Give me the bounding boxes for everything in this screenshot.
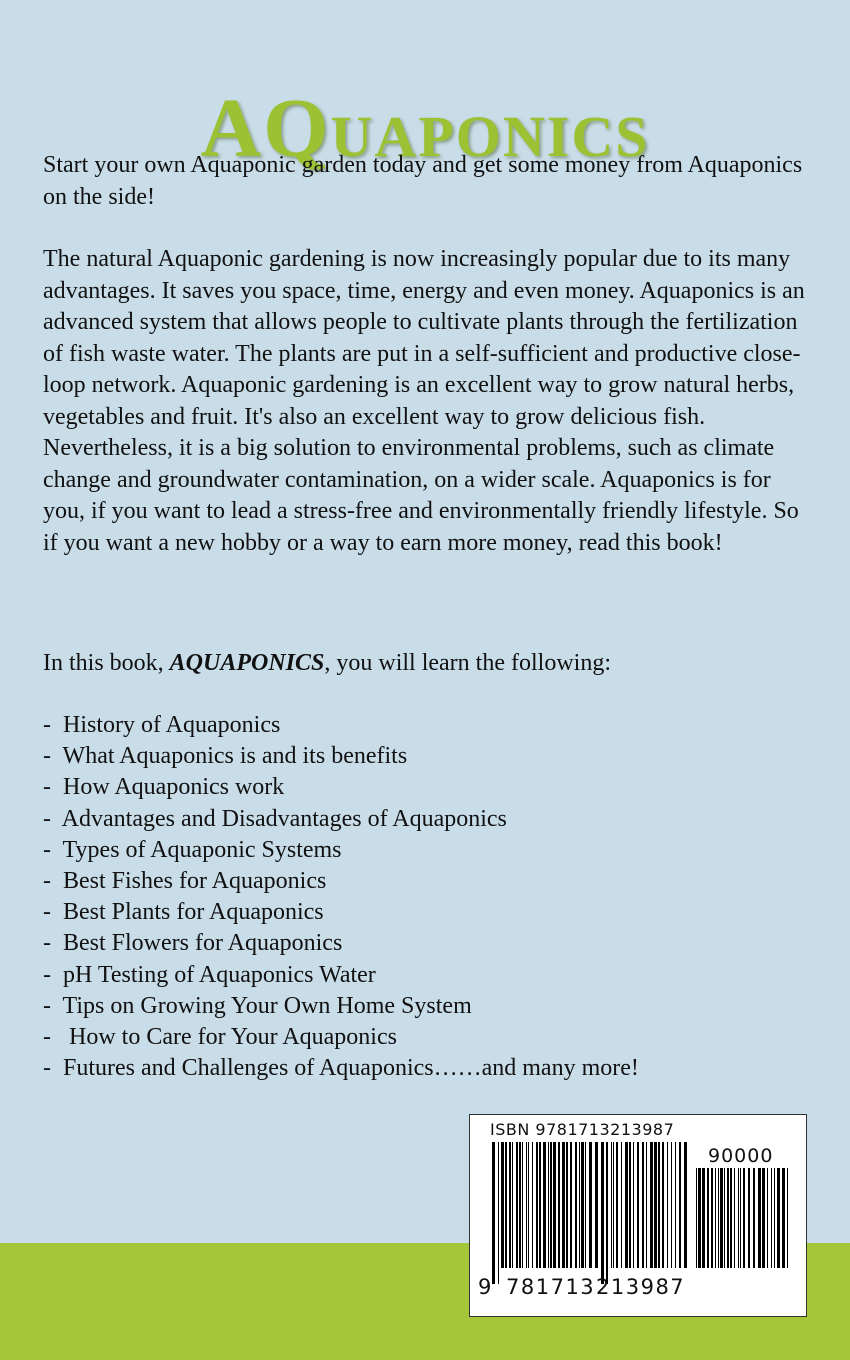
barcode-bar bbox=[671, 1142, 672, 1268]
barcode-bar bbox=[702, 1168, 705, 1268]
barcode-bar bbox=[532, 1142, 533, 1268]
barcode-bar bbox=[711, 1168, 713, 1268]
topic-item: - Best Fishes for Aquaponics bbox=[43, 868, 327, 895]
barcode-bar bbox=[654, 1142, 657, 1268]
book-title-emphasis: AQUAPONICS bbox=[169, 650, 325, 676]
barcode-bar bbox=[528, 1142, 529, 1268]
barcode-bar bbox=[562, 1142, 565, 1268]
topic-item: - How to Care for Your Aquaponics bbox=[43, 1024, 397, 1051]
topic-item: - Types of Aquaponic Systems bbox=[43, 836, 342, 863]
barcode-bar bbox=[753, 1168, 755, 1268]
barcode-bar bbox=[575, 1142, 577, 1268]
barcode-bar bbox=[715, 1168, 716, 1268]
barcode-bar bbox=[585, 1142, 586, 1268]
barcode-bar bbox=[771, 1168, 772, 1268]
barcode-bar bbox=[724, 1168, 725, 1268]
barcode-bar bbox=[611, 1142, 612, 1268]
barcode-bar bbox=[501, 1142, 504, 1268]
barcode-bar bbox=[498, 1142, 499, 1284]
barcode-bar bbox=[743, 1168, 745, 1268]
barcode-bar bbox=[734, 1168, 735, 1268]
isbn-barcode: ISBN 9781713213987 90000 9 781713 213987 bbox=[469, 1114, 807, 1317]
barcode-bar bbox=[667, 1142, 668, 1268]
barcode-bar bbox=[601, 1142, 604, 1284]
description-paragraph: The natural Aquaponic gardening is now increasingly popular due to its many advantages. It saves you space, time, energy and even money. Aquaponics is an advanced system that allows people to cultivate plants through the fertilization of fish waste water. The plants are put in a self-sufficient and productive close-loop network. Aquaponic gardening is an excellent way to grow natural herbs, vegetables and fruit. It's also an excellent way to grow delicious fish. Nevertheless, it is a big solution to environmental problems, such as climate change and groundwater contamination, on a wider scale. Aquaponics is for you, if you want to lead a stress-free and environmentally friendly lifestyle. So if you want a new hobby or a way to earn more money, read this book! bbox=[43, 246, 805, 556]
barcode-bar bbox=[550, 1142, 552, 1268]
barcode-bar bbox=[606, 1142, 608, 1284]
barcode-bar bbox=[512, 1142, 513, 1268]
barcode-bar bbox=[516, 1142, 518, 1268]
barcode-bar bbox=[646, 1142, 647, 1268]
price-code: 90000 bbox=[708, 1145, 774, 1167]
barcode-bar bbox=[782, 1168, 785, 1268]
barcode-bar bbox=[505, 1142, 507, 1268]
barcode-bar bbox=[707, 1168, 709, 1268]
topic-item: - Futures and Challenges of Aquaponics……and many more! bbox=[43, 1055, 639, 1082]
barcode-bar bbox=[762, 1168, 765, 1268]
barcode-bar bbox=[616, 1142, 618, 1268]
barcode-bar bbox=[684, 1142, 687, 1268]
barcode-bar bbox=[696, 1168, 697, 1268]
barcode-bar bbox=[509, 1142, 511, 1268]
learn-intro: In this book, AQUAPONICS, you will learn the following: bbox=[43, 650, 611, 676]
barcode-bar bbox=[621, 1142, 622, 1268]
barcode-bar bbox=[758, 1168, 761, 1268]
topic-item: - Tips on Growing Your Own Home System bbox=[43, 992, 472, 1019]
barcode-bar bbox=[720, 1168, 723, 1268]
topic-item: - What Aquaponics is and its benefits bbox=[43, 743, 408, 770]
barcode-bar bbox=[625, 1142, 628, 1268]
barcode-bar bbox=[730, 1168, 732, 1268]
topic-item: - History of Aquaponics bbox=[43, 712, 281, 738]
barcode-bar bbox=[658, 1142, 660, 1268]
isbn-label: ISBN 9781713213987 bbox=[490, 1120, 675, 1139]
barcode-bar bbox=[519, 1142, 521, 1268]
barcode-bar bbox=[738, 1168, 739, 1268]
topic-item: - Best Plants for Aquaponics bbox=[43, 899, 324, 926]
barcode-bar bbox=[566, 1142, 568, 1268]
barcode-bar bbox=[522, 1142, 523, 1268]
topic-item: - Advantages and Disadvantages of Aquaponics bbox=[43, 805, 507, 832]
barcode-bar bbox=[570, 1142, 572, 1268]
topic-item: - How Aquaponics work bbox=[43, 774, 285, 801]
barcode-bar bbox=[629, 1142, 631, 1268]
barcode-bar bbox=[642, 1142, 644, 1268]
barcode-bar bbox=[727, 1168, 729, 1268]
barcode-bar bbox=[595, 1142, 598, 1268]
barcode-bar bbox=[558, 1142, 560, 1268]
barcode-bar bbox=[637, 1142, 639, 1268]
barcode-bar bbox=[774, 1168, 775, 1268]
addon-barcode-bars bbox=[696, 1168, 792, 1284]
book-title: AQUAPONICS bbox=[200, 81, 650, 175]
barcode-bar bbox=[589, 1142, 592, 1268]
barcode-bar bbox=[787, 1168, 788, 1268]
barcode-bar bbox=[650, 1142, 653, 1268]
barcode-bar bbox=[740, 1168, 741, 1268]
barcode-bar bbox=[548, 1142, 549, 1268]
barcode-bar bbox=[536, 1142, 538, 1268]
barcode-bar bbox=[579, 1142, 580, 1268]
intro-paragraph: Start your own Aquaponic garden today and get some money from Aquaponics on the side! bbox=[43, 152, 803, 210]
barcode-bar bbox=[526, 1142, 527, 1268]
barcode-bar bbox=[543, 1142, 546, 1268]
barcode-bar bbox=[679, 1142, 681, 1268]
barcode-bar bbox=[613, 1142, 614, 1268]
barcode-bar bbox=[748, 1168, 750, 1268]
topic-list bbox=[43, 710, 639, 1084]
barcode-bar bbox=[675, 1142, 676, 1268]
topic-item: - Best Flowers for Aquaponics bbox=[43, 930, 343, 957]
barcode-bar bbox=[539, 1142, 541, 1268]
barcode-bars bbox=[492, 1142, 688, 1284]
barcode-bar bbox=[767, 1168, 768, 1268]
barcode-bar bbox=[553, 1142, 556, 1268]
barcode-bar bbox=[718, 1168, 719, 1268]
topic-item: - pH Testing of Aquaponics Water bbox=[43, 961, 376, 988]
barcode-bar bbox=[698, 1168, 701, 1268]
barcode-bar bbox=[492, 1142, 495, 1284]
barcode-bar bbox=[581, 1142, 584, 1268]
barcode-bar bbox=[662, 1142, 664, 1268]
barcode-bar bbox=[633, 1142, 634, 1268]
barcode-bar bbox=[777, 1168, 780, 1268]
